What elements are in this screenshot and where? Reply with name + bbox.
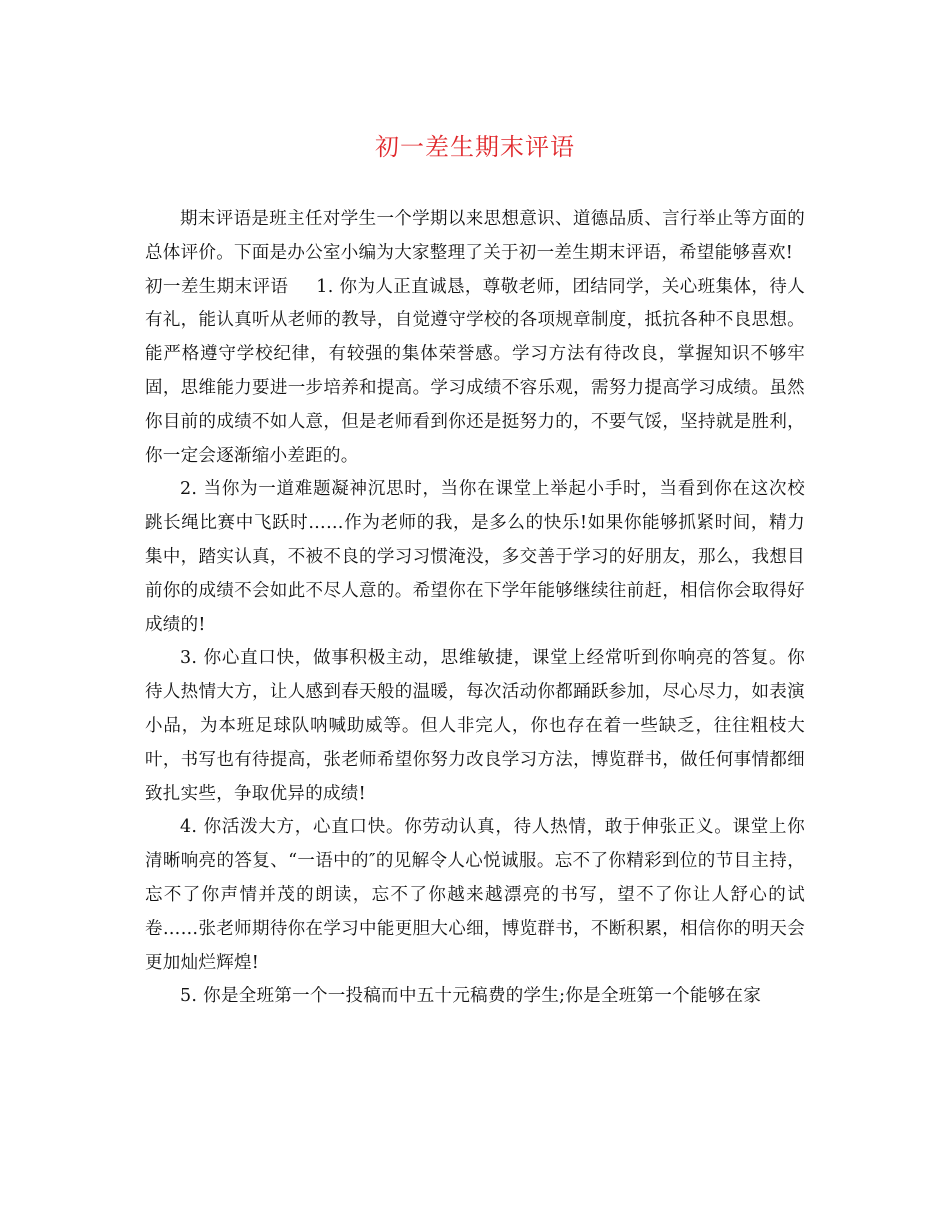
intro-paragraph: 期末评语是班主任对学生一个学期以来思想意识、道德品质、言行举止等方面的总体评价。下面是办公室小编为大家整理了关于初一差生期末评语，希望能够喜欢! [145,209,805,263]
comment-paragraph-5: 5. 你是全班第一个一投稿而中五十元稿费的学生;你是全班第一个能够在家 [180,986,762,1007]
comment-paragraph-1 [145,271,805,474]
document-title: 初一差生期末评语 [375,133,575,161]
document-body [145,203,805,1014]
comment-paragraph-2: 2. 当你为一道难题凝神沉思时，当你在课堂上举起小手时，当看到你在这次校跳长绳比赛中飞跃时……作为老师的我，是多么的快乐!如果你能够抓紧时间，精力集中，踏实认真，不被不良的学习习惯淹没，多交善于学习的好朋友，那么，我想目前你的成绩不会如此不尽人意的。希望你在下学年能够继续往前赶，相信你会取得好成绩的! [145,479,805,635]
comment-paragraph-4: 4. 你活泼大方，心直口快。你劳动认真，待人热情，敢于伸张正义。课堂上你清晰响亮的答复、“一语中的″的见解令人心悦诚服。忘不了你精彩到位的节目主持，忘不了你声情并茂的朗读，忘不了你越来越漂亮的书写，望不了你让人舒心的试卷……张老师期待你在学习中能更胆大心细，博览群书，不断积累，相信你的明天会更加灿烂辉煌! [145,817,805,973]
comment-paragraph-3: 3. 你心直口快，做事积极主动，思维敏捷，课堂上经常听到你响亮的答复。你待人热情大方，让人感到春天般的温暖，每次活动你都踊跃参加，尽心尽力，如表演小品，为本班足球队呐喊助威等。但人非完人，你也存在着一些缺乏，往往粗枝大叶，书写也有待提高，张老师希望你努力改良学习方法，博览群书，做任何事情都细致扎实些，争取优异的成绩! [145,648,805,804]
section-subheading: 初一差生期末评语 [145,276,289,297]
comment-text-1: 1. 你为人正直诚恳，尊敬老师，团结同学，关心班集体，待人有礼，能认真听从老师的教导，自觉遵守学校的各项规章制度，抵抗各种不良思想。能严格遵守学校纪律，有较强的集体荣誉感。学习方法有待改良，掌握知识不够牢固，思维能力要进一步培养和提高。学习成绩不容乐观，需努力提高学习成绩。虽然你目前的成绩不如人意，但是老师看到你还是挺努力的，不要气馁，坚持就是胜利，你一定会逐渐缩小差距的。 [145,276,805,466]
